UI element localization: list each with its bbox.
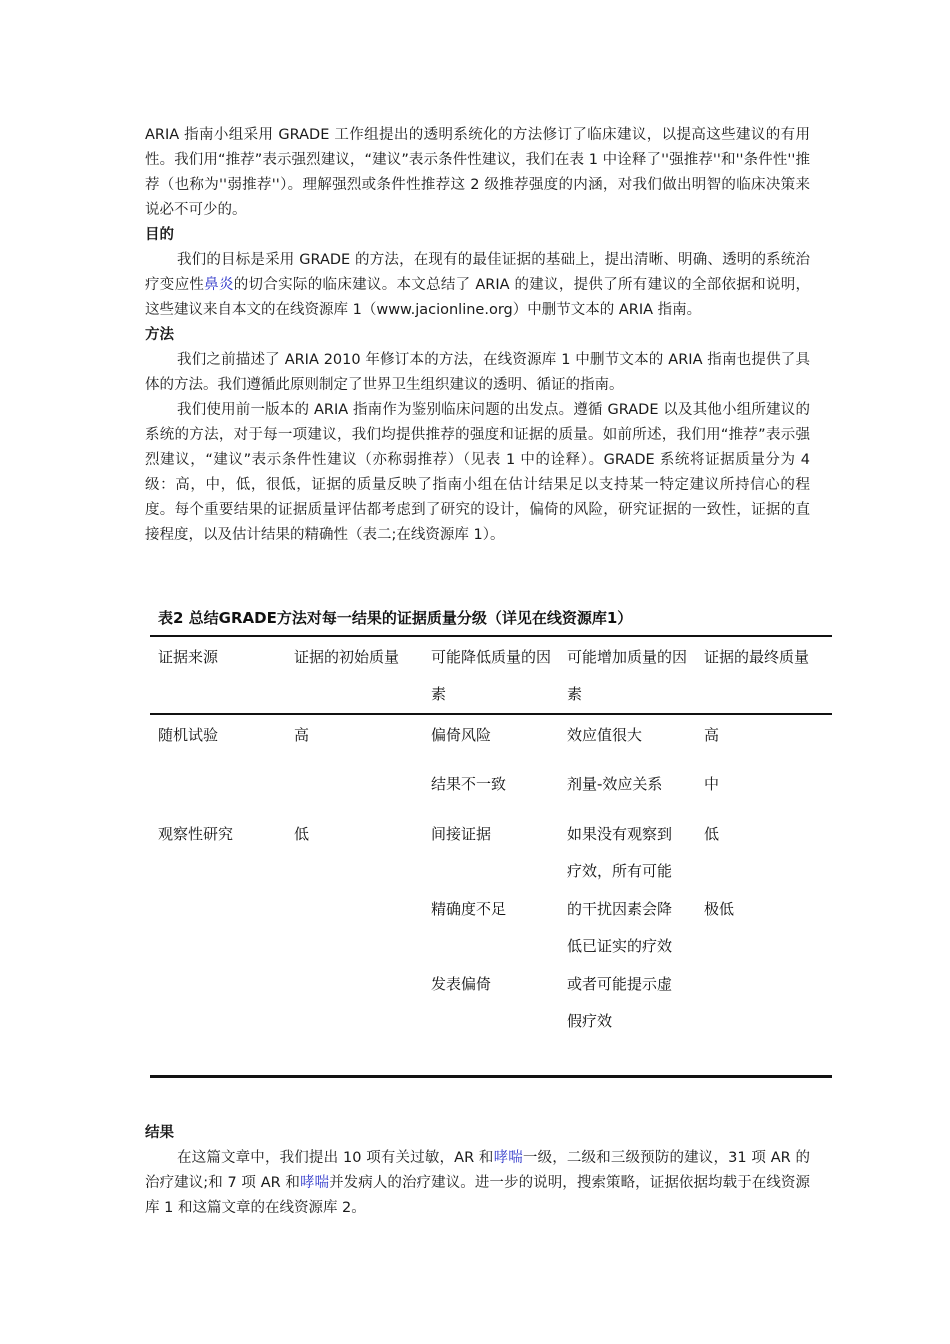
- table-cell: 精确度不足: [431, 900, 507, 918]
- table-cell: 极低: [704, 900, 735, 918]
- table-cell: 低已证实的疗效: [567, 937, 673, 955]
- goal-paragraph: [145, 248, 810, 323]
- header-initial-quality: 证据的初始质量: [294, 648, 400, 666]
- heading-method: 方法: [145, 327, 174, 343]
- table-header-row: [150, 637, 832, 713]
- grade-table: [150, 604, 832, 1078]
- table-body: [150, 715, 832, 1075]
- header-increase-factors: 可能增加质量的因素: [567, 648, 688, 703]
- table-cell: 高: [704, 726, 720, 744]
- table-cell: 偏倚风险: [431, 726, 492, 744]
- table-cell: 观察性研究: [158, 825, 234, 843]
- table-cell: 随机试验: [158, 726, 219, 744]
- method-paragraph-1: 我们之前描述了 ARIA 2010 年修订本的方法，在线资源库 1 中删节文本的 ARIA 指南也提供了具体的方法。我们遵循此原则制定了世界卫生组织建议的透明、循证的指南。: [145, 352, 810, 393]
- table-cell: 剂量-效应关系: [567, 775, 663, 793]
- table-cell: 低: [294, 825, 310, 843]
- results-section: [145, 1121, 810, 1221]
- results-text-b: 一级，二级和三级预防的建议，31 项 AR 的治疗建议;和 7 项 AR 和: [145, 1150, 811, 1191]
- table-cell: 假疗效: [567, 1012, 613, 1030]
- document-body: [145, 123, 810, 548]
- table-cell: 中: [704, 775, 720, 793]
- header-decrease-factors: 可能降低质量的因素: [431, 648, 552, 703]
- goal-text-a: 我们的目标是采用 GRADE 的方法，在现有的最佳证据的基础上，提出清晰、明确、透明的系统治疗变应性: [145, 252, 810, 293]
- asthma-link-1[interactable]: 哮喘: [493, 1150, 523, 1166]
- intro-paragraph: ARIA 指南小组采用 GRADE 工作组提出的透明系统化的方法修订了临床建议，以提高这些建议的有用性。我们用“推荐”表示强烈建议，“建议”表示条件性建议，我们在表 1 中诠释了''强推荐''和''条件性''推荐（也称为''弱推荐''）。理解强烈或条件性推荐这 2 级推荐强度的内涵，对我们做出明智的临床决策来说必不可少的。: [145, 127, 810, 218]
- results-text-c: 并发病人的治疗建议。进一步的说明，搜索策略，证据依据均载于在线资源库 1 和这篇文章的在线资源库 2。: [145, 1175, 811, 1216]
- table-cell: 高: [294, 726, 310, 744]
- table-caption: 表2 总结GRADE方法对每一结果的证据质量分级（详见在线资源库1）: [158, 609, 633, 627]
- heading-goal: 目的: [145, 227, 174, 243]
- table-cell: 间接证据: [431, 825, 492, 843]
- heading-results: 结果: [145, 1125, 174, 1141]
- results-text-a: 在这篇文章中，我们提出 10 项有关过敏，AR 和: [177, 1150, 494, 1166]
- results-paragraph: [145, 1146, 810, 1221]
- asthma-link-2[interactable]: 哮喘: [299, 1175, 330, 1191]
- table-cell: 或者可能提示虚: [567, 975, 673, 993]
- table-cell: 如果没有观察到: [567, 825, 673, 843]
- header-source: 证据来源: [158, 648, 219, 666]
- header-final-quality: 证据的最终质量: [704, 648, 810, 666]
- table-cell: 发表偏倚: [431, 975, 492, 993]
- table-cell: 效应值很大: [567, 726, 643, 744]
- rhinitis-link[interactable]: 鼻炎: [204, 277, 234, 293]
- table-bottom-rule: [150, 1075, 832, 1078]
- method-paragraph-2: 我们使用前一版本的 ARIA 指南作为鉴别临床问题的出发点。遵循 GRADE 以及其他小组所建议的系统的方法，对于每一项建议，我们均提供推荐的强度和证据的质量。如前所述，我们用“推荐”表示强烈建议，“建议”表示条件性建议（亦称弱推荐）（见表 1 中的诠释）。GRADE 系统将证据质量分为 4 级：高，中，低，很低，证据的质量反映了指南小组在估计结果足以支持某一特定建议所持信心的程度。每个重要结果的证据质量评估都考虑到了研究的设计，偏倚的风险，研究证据的一致性，证据的直接程度，以及估计结果的精确性（表二;在线资源库 1）。: [145, 402, 810, 543]
- goal-text-b: 的切合实际的临床建议。本文总结了 ARIA 的建议，提供了所有建议的全部依据和说明，这些建议来自本文的在线资源库 1（www.jacionline.org）中删节文本的 ARIA 指南。: [145, 277, 811, 318]
- table-cell: 结果不一致: [431, 775, 507, 793]
- table-cell: 低: [704, 825, 720, 843]
- table-cell: 的干扰因素会降: [567, 900, 673, 918]
- table-cell: 疗效，所有可能: [567, 862, 673, 880]
